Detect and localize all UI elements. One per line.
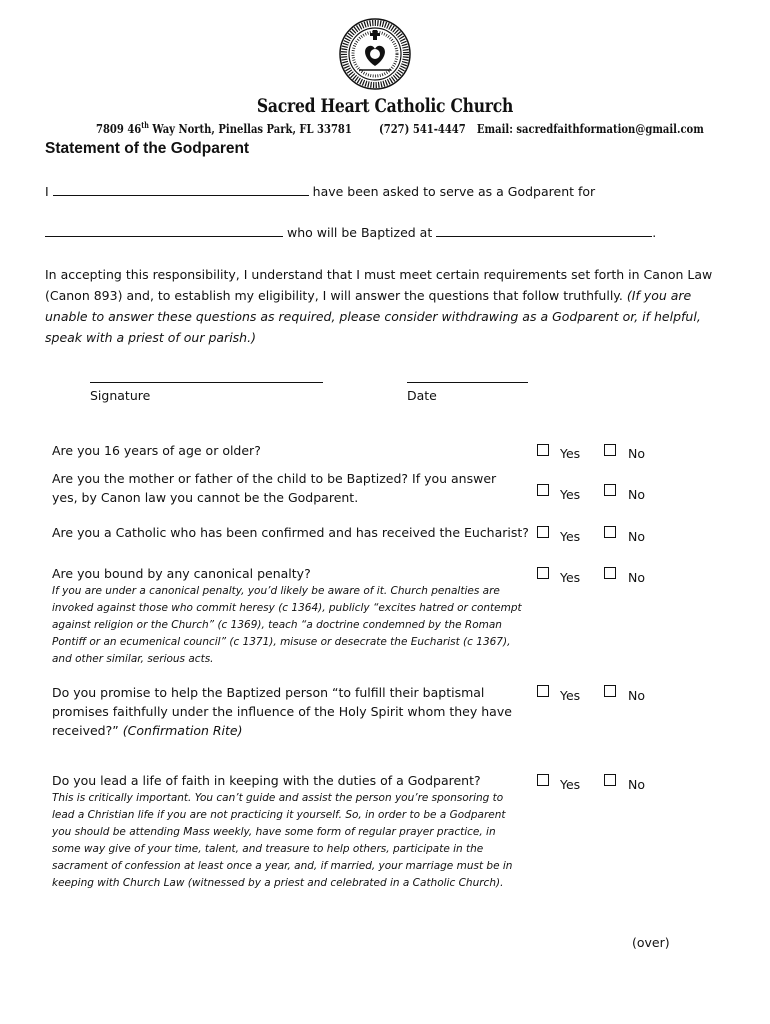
intro-text: In accepting this responsibility, I understand that I must meet certain requirements set forth in Canon Law (Canon 893) and, to establish my eligibility, I will answer the questions that follow truthfully. [45,267,713,303]
q6-yes-label: Yes [560,777,581,792]
child-name-blank[interactable] [45,225,283,237]
godparent-line [45,184,595,199]
godparent-name-blank[interactable] [53,184,309,196]
address-suffix: th [141,120,149,130]
question-6 [52,771,522,892]
line1-suffix: have been asked to serve as a Godparent for [312,184,596,199]
question-2-text: Are you the mother or father of the child to be Baptized? If you answer yes, by Canon law you cannot be the Godparent. [52,471,497,505]
page-title: Statement of the Godparent [45,140,250,157]
q1-yes-label: Yes [560,446,581,461]
question-5 [52,683,512,740]
signature-line[interactable] [90,382,323,383]
q2-yes-label: Yes [560,487,581,502]
over-note: (over) [632,935,670,950]
question-4-text: Are you bound by any canonical penalty? [52,566,311,581]
q6-no-label: No [628,777,645,792]
church-seal-logo [339,18,411,90]
intro-paragraph [45,264,735,348]
line2-middle: who will be Baptized at [286,225,433,240]
address-street: Way North, Pinellas Park, FL 33781 [148,121,352,137]
church-contact-line [96,120,704,136]
q3-no-checkbox[interactable] [604,526,616,538]
q2-yes-checkbox[interactable] [537,484,549,496]
q4-yes-checkbox[interactable] [537,567,549,579]
q4-yes-label: Yes [560,570,581,585]
q5-no-label: No [628,688,645,703]
q5-no-checkbox[interactable] [604,685,616,697]
intro-italic: (If you are unable to answer these questions as required, please consider withdrawing as a Godparent or, if helpful, speak with a priest of our parish.) [45,288,701,345]
baptism-line [45,225,656,240]
church-name: Sacred Heart Catholic Church [256,95,514,117]
q3-yes-label: Yes [560,529,581,544]
q6-yes-checkbox[interactable] [537,774,549,786]
line2-end: . [652,225,657,240]
question-2 [52,469,522,507]
q1-no-label: No [628,446,645,461]
address-number: 7809 46 [96,121,142,137]
q6-no-checkbox[interactable] [604,774,616,786]
signature-label: Signature [90,388,151,403]
q2-no-label: No [628,487,645,502]
question-1 [52,441,522,460]
q2-no-checkbox[interactable] [604,484,616,496]
question-4 [52,564,522,668]
question-1-text: Are you 16 years of age or older? [52,443,261,458]
email-address: sacredfaithformation@gmail.com [516,121,704,137]
q5-yes-label: Yes [560,688,581,703]
q4-no-checkbox[interactable] [604,567,616,579]
q1-no-checkbox[interactable] [604,444,616,456]
date-line[interactable] [407,382,528,383]
q3-no-label: No [628,529,645,544]
question-4-note: If you are under a canonical penalty, you’d likely be aware of it. Church penalties are invoked against those who commit heresy (c 1364), publicly “excites hatred or contempt against religion or the Church” (c 1369), teach “a doctrine condemned by the Roman Pontiff or an ecumenical council” (c 1371), misuse or desecrate the Eucharist (c 1367), and other similar, serious acts. [52,585,522,665]
question-6-text: Do you lead a life of faith in keeping with the duties of a Godparent? [52,773,481,788]
date-label: Date [407,388,437,403]
baptism-place-blank[interactable] [436,225,652,237]
email-label: Email: [476,121,513,137]
phone-number: (727) 541-4447 [379,121,466,137]
q1-yes-checkbox[interactable] [537,444,549,456]
question-5-text: Do you promise to help the Baptized person “to fulfill their baptismal promises faithfully under the influence of the Holy Spirit whom they have received?” [52,685,512,738]
question-6-note: This is critically important. You can’t guide and assist the person you’re sponsoring to lead a Christian life if you are not practicing it yourself. So, in order to be a Godparent you should be attending Mass weekly, have some form of regular prayer practice, in some way give of your time, talent, and treasure to help others, participate in the sacrament of confession at least once a year, and, if married, your marriage must be in keeping with Church Law (witnessed by a priest and celebrated in a Catholic Church). [52,792,513,889]
line1-prefix: I [45,184,49,199]
q3-yes-checkbox[interactable] [537,526,549,538]
q4-no-label: No [628,570,645,585]
question-3 [52,523,532,542]
q5-yes-checkbox[interactable] [537,685,549,697]
question-5-italic: (Confirmation Rite) [122,723,243,738]
question-3-text: Are you a Catholic who has been confirmed and has received the Eucharist? [52,525,529,540]
